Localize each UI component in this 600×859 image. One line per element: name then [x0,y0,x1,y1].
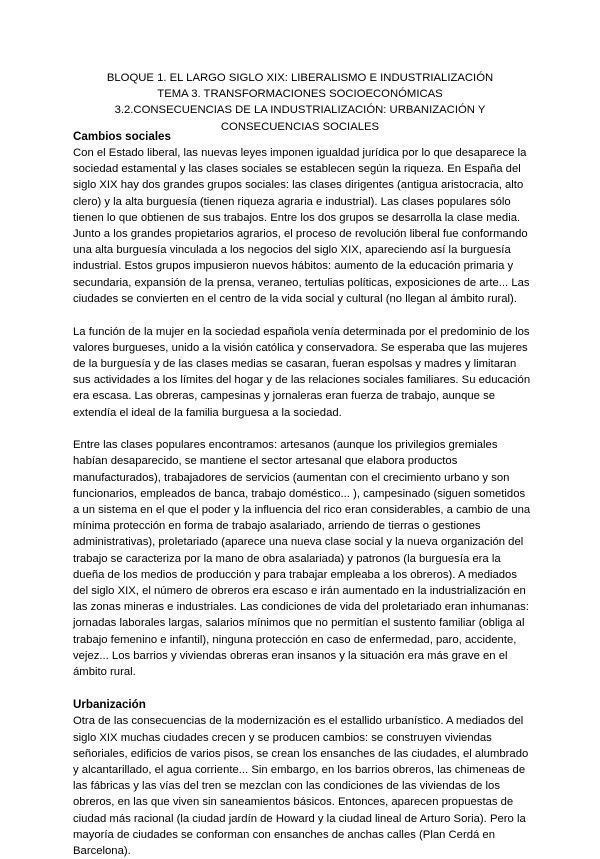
section-heading-urban: Urbanización [73,698,146,712]
header-topic-title: TEMA 3. TRANSFORMACIONES SOCIOECONÓMICAS [157,88,443,101]
header-block-title: BLOQUE 1. EL LARGO SIGLO XIX: LIBERALISMO E INDUSTRIALIZACIÓN [106,72,494,84]
paragraph-popular-classes: Entre las clases populares encontramos: artesanos (aunque los privilegios gremiales habían desaparecido, se mantiene el sector artesanal que elabora productos manufacturados), trabajadores de servicios (aumentan con el crecimiento urbano y son funcionarios, empleados de banca, trabajo doméstico... ), campesinado (siguen sometidos a un sistema en el que el poder y la influencia del rico eran considerables, a cambio de una mínima protección en forma de trabajo asalariado, arriendo de tierras o gestiones administrativas), proletariado (aparece una nueva clase social y la nueva organización del trabajo se caracteriza por la mano de obra asalariada) y patronos (la burguesía era la dueña de los medios de producción y para trabajar empleaba a los obreros). A mediados del siglo XIX, el número de obreros era escaso e irán aumentado en la industrialización en las zonas mineras e industriales. Las condiciones de vida del proletariado eran inhumanas: jornadas laborales largas, salarios mínimos que no permitían el sustento familiar (obliga al trabajo femenino e infantil), ninguna protección en caso de enfermedad, paro, accidente, vejez... Los barrios y viviendas obreras eran insanos y la situación era más grave en el ámbito rural. [73,439,531,679]
paragraph-social-classes: Con el Estado liberal, las nuevas leyes imponen igualdad jurídica por lo que desaparece la sociedad estamental y las clases sociales se establecen según la riqueza. En España del siglo XIX hay dos grandes grupos sociales: las clases dirigentes (antigua aristocracia, alto clero) y la alta burguesía (tienen riqueza agraria e industrial). Las clases populares sólo tienen lo que obtienen de sus trabajos. Entre los dos grupos se desarrolla la clase media. Junto a los grandes propietarios agrarios, el proceso de revolución liberal fue conformando una alta burguesía vinculada a los negocios del siglo XIX, apareciendo así la burguesía industrial. Estos grupos impusieron nuevos hábitos: aumento de la educación primaria y secundaria, expansión de la prensa, veraneo, tertulias políticas, exposiciones de arte... Las ciudades se convierten en el centro de la vida social y cultural (no llegan al ámbito rural). [73,147,530,305]
header-section-title-cont: CONSECUENCIAS SOCIALES [220,120,380,133]
paragraph-urbanization: Otra de las consecuencias de la modernización es el estallido urbanístico. A mediados del siglo XIX muchas ciudades crecen y se producen cambios: se construyen viviendas señoriales, edificios de varios pisos, se crean los ensanches de las ciudades, el alumbrado y alcantarillado, el agua corriente... Sin embargo, en los barrios obreros, las chimeneas de las fábricas y las vías del tren se mezclan con las condiciones de las viviendas de los obreros, en las que viven sin saneamientos básicos. Entonces, aparecen propuestas de ciudad más racional (la ciudad jardín de Howard y la ciudad lineal de Arturo Soria). Pero la mayoría de ciudades se conforman con ensanches de anchas calles (Plan Cerdá en Barcelona). [73,715,529,857]
section-heading-social: Cambios sociales [73,130,171,143]
document-header [60,70,540,135]
document-body [73,129,531,859]
paragraph-women-role: La función de la mujer en la sociedad española venía determinada por el predominio de los valores burgueses, unido a la visión católica y conservadora. Se esperaba que las mujeres de la burguesía y de las clases medias se casaran, fueran espolsas y madres y limitaran sus actividades a los límites del hogar y de las relaciones sociales familiares. Su educación era escasa. Las obreras, campesinas y jornaleras eran fuerza de trabajo, aunque se extendía el ideal de la familia burguesa a la sociedad. [73,325,531,419]
header-section-title: 3.2.CONSECUENCIAS DE LA INDUSTRIALIZACIÓN: URBANIZACIÓN Y [114,104,486,117]
